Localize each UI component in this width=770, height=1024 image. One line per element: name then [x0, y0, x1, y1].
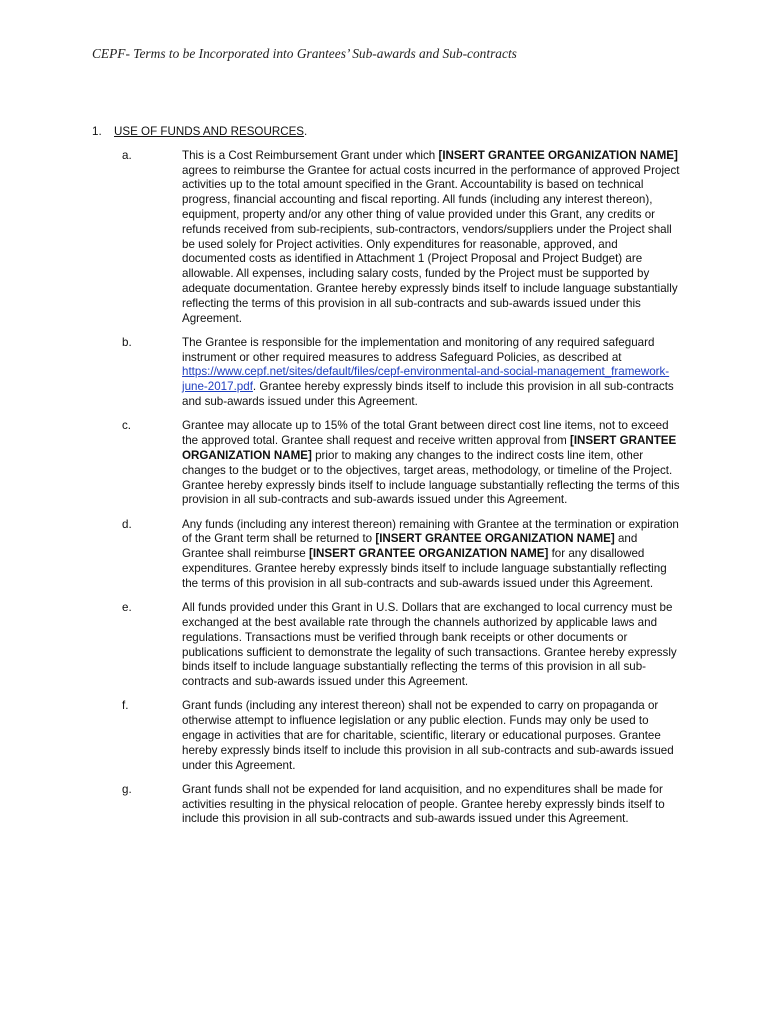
clause-letter: g. — [122, 782, 132, 796]
clause-e — [92, 601, 692, 690]
clause-f — [92, 699, 692, 773]
clause-letter: c. — [122, 419, 132, 433]
clause-text-part: . Grantee hereby expressly binds itself to include this provision in all sub-contracts and sub-awards issued under this Agreement. — [182, 380, 674, 409]
safeguard-policy-link[interactable]: https://www.cepf.net/sites/default/files/cepf-environmental-and-social-management_framework-june-2017.pdf — [182, 365, 670, 394]
section-use-of-funds — [92, 125, 692, 837]
clause-text-part: and Grantee shall reimburse — [182, 532, 638, 561]
section-title-suffix: . — [304, 125, 308, 138]
clause-b — [92, 336, 692, 410]
clause-text-part: prior to making any changes to the indirect costs line item, other changes to the budget or to the objectives, target areas, methodology, or timeline of the Project. Grantee hereby expressly binds itself to include language substantially reflecting the terms of this provision in all sub-contracts and sub-awards issued under this Agreement. — [182, 448, 680, 507]
clause-text — [182, 149, 680, 327]
clause-text: All funds provided under this Grant in U.S. Dollars that are exchanged to local currency must be exchanged at the best available rate through the channels authorized by applicable laws and regulations. Transactions must be verified through bank receipts or other documents or publications sufficient to demonstrate the legality of such transactions. Grantee hereby expressly binds itself to include language substantially reflecting the terms of this provision in all sub-contracts and sub-awards issued under this Agreement. — [182, 601, 677, 689]
section-heading — [92, 125, 692, 140]
clause-text-part: Grantee may allocate up to 15% of the total Grant between direct cost line items, not to exceed the approved total. Grantee shall request and receive written approval from — [182, 419, 669, 448]
clause-text: Grant funds shall not be expended for land acquisition, and no expenditures shall be made for activities resulting in the physical relocation of people. Grantee hereby expressly binds itself to include this provision in all sub-contracts and sub-awards issued under this Agreement. — [182, 782, 665, 826]
clause-text-part: This is a Cost Reimbursement Grant under which — [182, 148, 439, 162]
section-number: 1. — [92, 125, 102, 138]
section-title: USE OF FUNDS AND RESOURCES — [114, 125, 305, 138]
clause-text: Grant funds (including any interest thereon) shall not be expended to carry on propaganda or otherwise attempt to influence legislation or any public election. Funds may only be used to engage in activities that are for charitable, scientific, literary or educational purposes. Grantee hereby expressly binds itself to include this provision in all sub-contracts and sub-awards issued under this Agreement. — [182, 699, 674, 772]
clause-text-part: agrees to reimburse the Grantee for actual costs incurred in the performance of approved Project activities up to the total amount specified in the Grant. Accountability is based on technical progress, financial accounting and fiscal reporting. All funds (including any interest thereon), equipment, property and/or any other thing of value provided under this Grant, any credits or refunds received from sub-recipients, sub-contractors, vendors/suppliers under the Project shall be used solely for Project activities. Only expenditures for reasonable, approved, and documented costs as identified in Attachment 1 (Project Proposal and Project Budget) are allowable. All expenses, including salary costs, funded by the Project must be supported by adequate documentation. Grantee hereby expressly binds itself to include language substantially reflecting the terms of this provision in all sub-contracts and sub-awards issued under this Agreement. — [182, 163, 680, 325]
organization-placeholder: [INSERT GRANTEE ORGANIZATION NAME] — [438, 148, 678, 162]
clause-list — [92, 149, 692, 827]
clause-letter: d. — [122, 517, 132, 531]
page-header: CEPF- Terms to be Incorporated into Grantees’ Sub-awards and Sub-contracts — [92, 46, 517, 61]
organization-placeholder: [INSERT GRANTEE ORGANIZATION NAME] — [375, 532, 615, 546]
clause-g — [92, 783, 692, 827]
clause-text-part: The Grantee is responsible for the implementation and monitoring of any required safeguard instrument or other required measures to address Safeguard Policies, as described at — [182, 335, 655, 364]
clause-text-part: Any funds (including any interest thereon) remaining with Grantee at the termination or expiration of the Grant term shall be returned to — [182, 517, 679, 546]
clause-text — [182, 336, 680, 410]
clause-text-part: for any disallowed expenditures. Grantee hereby expressly binds itself to include language substantially reflecting the terms of this provision in all sub-contracts and sub-awards issued under this Agreement. — [182, 547, 667, 590]
clause-a — [92, 149, 692, 327]
organization-placeholder: [INSERT GRANTEE ORGANIZATION NAME] — [308, 547, 549, 561]
clause-text — [182, 419, 680, 508]
clause-letter: b. — [122, 335, 132, 349]
clause-letter: e. — [122, 601, 132, 615]
clause-text — [182, 518, 680, 592]
clause-c — [92, 419, 692, 508]
clause-letter: f. — [122, 699, 129, 713]
clause-d — [92, 518, 692, 592]
clause-letter: a. — [122, 148, 132, 162]
section-heading-text — [114, 125, 307, 140]
organization-placeholder: [INSERT GRANTEE ORGANIZATION NAME] — [182, 434, 677, 462]
